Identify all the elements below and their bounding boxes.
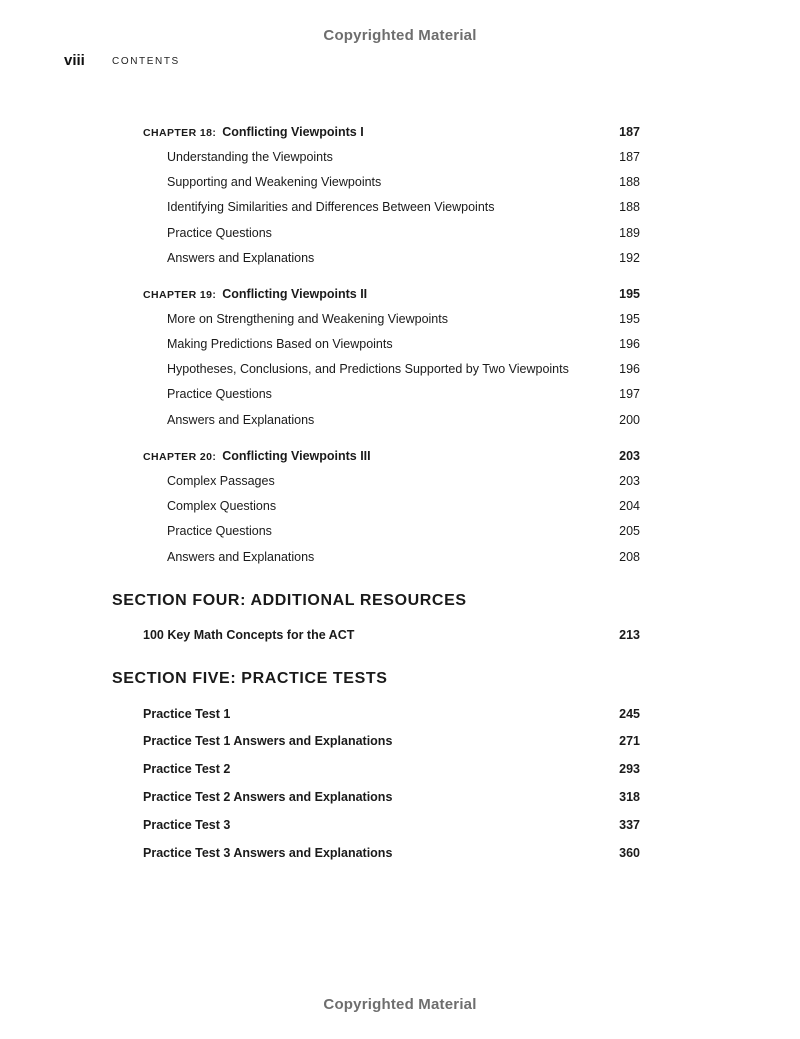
page-ref: 188	[619, 200, 640, 214]
toc-entry-bold[interactable]	[143, 790, 640, 804]
toc-entry[interactable]	[167, 550, 640, 564]
page-ref: 200	[619, 413, 640, 427]
section-five-heading: SECTION FIVE: PRACTICE TESTS	[112, 670, 388, 687]
entry-title: Practice Test 3	[143, 818, 231, 832]
toc-chapter-18[interactable]	[143, 125, 640, 139]
copyright-watermark-bottom: Copyrighted Material	[323, 996, 477, 1013]
chapter-title: Conflicting Viewpoints I	[222, 125, 364, 139]
running-title: CONTENTS	[112, 56, 180, 67]
section-four-heading: SECTION FOUR: ADDITIONAL RESOURCES	[112, 592, 467, 609]
copyright-watermark-top: Copyrighted Material	[323, 27, 477, 44]
page-ref: 205	[619, 524, 640, 538]
page-ref: 245	[619, 707, 640, 721]
entry-title: Answers and Explanations	[167, 413, 315, 427]
toc-entry[interactable]	[167, 150, 640, 164]
toc-chapter-20[interactable]	[143, 449, 640, 463]
entry-title: Complex Passages	[167, 474, 275, 488]
entry-title: Practice Questions	[167, 524, 272, 538]
page-ref: 195	[619, 312, 640, 326]
chapter-title: Conflicting Viewpoints III	[222, 449, 371, 463]
toc-entry[interactable]	[167, 413, 640, 427]
page-ref: 203	[619, 449, 640, 463]
page-ref: 293	[619, 762, 640, 776]
toc-entry-bold[interactable]	[143, 846, 640, 860]
toc-entry[interactable]	[167, 312, 640, 326]
entry-title: Practice Test 2	[143, 762, 231, 776]
toc-entry[interactable]	[167, 226, 640, 240]
entry-title: Supporting and Weakening Viewpoints	[167, 175, 382, 189]
toc-entry-bold[interactable]	[143, 707, 640, 721]
entry-title: More on Strengthening and Weakening Viewpoints	[167, 312, 448, 326]
page-ref: 196	[619, 362, 640, 376]
page-ref: 197	[619, 387, 640, 401]
entry-title: Practice Questions	[167, 387, 272, 401]
toc-entry[interactable]	[167, 200, 640, 214]
toc-entry[interactable]	[167, 387, 640, 401]
page-ref: 337	[619, 818, 640, 832]
toc-entry[interactable]	[167, 362, 640, 376]
entry-title: Practice Test 1	[143, 707, 231, 721]
entry-title: Hypotheses, Conclusions, and Predictions Supported by Two Viewpoints	[167, 362, 569, 376]
page-ref: 196	[619, 337, 640, 351]
toc-entry[interactable]	[167, 499, 640, 513]
entry-title: Answers and Explanations	[167, 251, 315, 265]
entry-title: Understanding the Viewpoints	[167, 150, 333, 164]
page-ref: 204	[619, 499, 640, 513]
page-ref: 192	[619, 251, 640, 265]
page-ref: 189	[619, 226, 640, 240]
page-ref: 208	[619, 550, 640, 564]
chapter-label: CHAPTER 20:	[143, 451, 217, 463]
toc-entry[interactable]	[167, 337, 640, 351]
page-ref: 203	[619, 474, 640, 488]
toc-entry-bold[interactable]	[143, 818, 640, 832]
entry-title: Answers and Explanations	[167, 550, 315, 564]
toc-entry-bold[interactable]	[143, 628, 640, 642]
toc-entry-bold[interactable]	[143, 734, 640, 748]
chapter-label: CHAPTER 19:	[143, 289, 217, 301]
page-ref: 271	[619, 734, 640, 748]
page-ref: 360	[619, 846, 640, 860]
entry-title: Practice Test 3 Answers and Explanations	[143, 846, 393, 860]
chapter-label: CHAPTER 18:	[143, 127, 217, 139]
page-number: viii	[64, 52, 85, 69]
toc-entry-bold[interactable]	[143, 762, 640, 776]
page-ref: 318	[619, 790, 640, 804]
entry-title: Making Predictions Based on Viewpoints	[167, 337, 393, 351]
entry-title: Identifying Similarities and Differences Between Viewpoints	[167, 200, 495, 214]
page-ref: 213	[619, 628, 640, 642]
entry-title: Complex Questions	[167, 499, 277, 513]
entry-title: Practice Questions	[167, 226, 272, 240]
toc-chapter-19[interactable]	[143, 287, 640, 301]
toc-entry[interactable]	[167, 251, 640, 265]
page-ref: 188	[619, 175, 640, 189]
page-ref: 187	[619, 150, 640, 164]
toc-entry[interactable]	[167, 524, 640, 538]
page-ref: 187	[619, 125, 640, 139]
page-ref: 195	[619, 287, 640, 301]
entry-title: Practice Test 1 Answers and Explanations	[143, 734, 393, 748]
chapter-title: Conflicting Viewpoints II	[222, 287, 368, 301]
toc-entry[interactable]	[167, 175, 640, 189]
entry-title: 100 Key Math Concepts for the ACT	[143, 628, 355, 642]
toc-entry[interactable]	[167, 474, 640, 488]
entry-title: Practice Test 2 Answers and Explanations	[143, 790, 393, 804]
